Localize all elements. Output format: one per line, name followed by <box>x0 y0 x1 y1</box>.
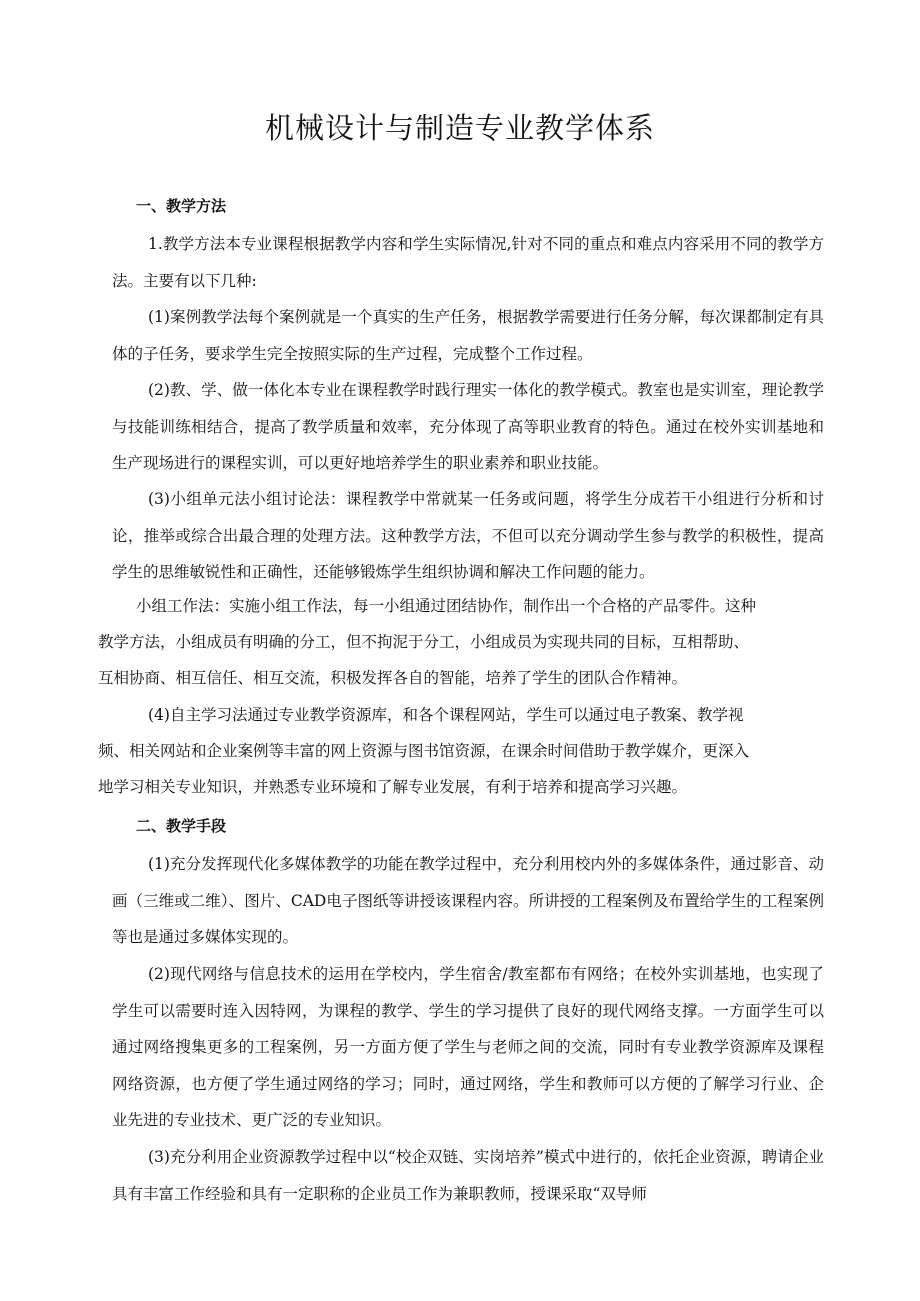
section-heading-teaching-means: 二、教学手段 <box>136 817 227 835</box>
paragraph-self-study-line-1: (4)自主学习法通过专业教学资源库，和各个课程网站，学生可以通过电子教案、教学视 <box>148 706 744 724</box>
paragraph-multimedia: (1)充分发挥现代化多媒体教学的功能在教学过程中，充分利用校内外的多媒体条件，通过影音、动画（三维或二维）、图片、CAD电子图纸等讲授该课程内容。所讲授的工程案例及布置给学生的工程案例等也是通过多媒体实现的。 <box>112 855 824 947</box>
paragraph-enterprise-resources: (3)充分利用企业资源教学过程中以“校企双链、实岗培养”模式中进行的，依托企业资源，聘请企业具有丰富工作经验和具有一定职称的企业员工作为兼职教师，授课采取“双导师 <box>112 1148 824 1203</box>
paragraph-intro: 1.教学方法本专业课程根据教学内容和学生实际情况,针对不同的重点和难点内容采用不同的教学方法。主要有以下几种: <box>112 235 824 290</box>
paragraph-network: (2)现代网络与信息技术的运用在学校内，学生宿舍/教室都布有网络；在校外实训基地，也实现了学生可以需要时连入因特网，为课程的教学、学生的学习提供了良好的现代网络支撑。一方面学生可以通过网络搜集更多的工程案例，另一方面方便了学生与老师之间的交流，同时有专业教学资源库及课程网络资源，也方便了学生通过网络的学习；同时，通过网络，学生和教师可以方便的了解学习行业、企业先进的专业技术、更广泛的专业知识。 <box>112 965 824 1130</box>
paragraph-group-work-line-3: 互相协商、相互信任、相互交流，积极发挥各自的智能，培养了学生的团队合作精神。 <box>98 669 688 687</box>
paragraph-group-work-line-2: 教学方法，小组成员有明确的分工，但不拘泥于分工，小组成员为实现共同的目标，互相帮助、 <box>98 633 750 651</box>
paragraph-integration-method: (2)教、学、做一体化本专业在课程教学时践行理实一体化的教学模式。教室也是实训室，理论教学与技能训练相结合，提高了教学质量和效率，充分体现了高等职业教育的特色。通过在校外实训基地和生产现场进行的课程实训，可以更好地培养学生的职业素养和职业技能。 <box>112 381 824 473</box>
paragraph-case-method: (1)案例教学法每个案例就是一个真实的生产任务，根据教学需要进行任务分解，每次课都制定有具体的子任务，要求学生完全按照实际的生产过程，完成整个工作过程。 <box>112 308 824 363</box>
paragraph-group-work-line-1: 小组工作法：实施小组工作法，每一小组通过团结协作，制作出一个合格的产品零件。这种 <box>136 597 757 615</box>
document-title: 机械设计与制造专业教学体系 <box>264 111 655 145</box>
section-heading-teaching-methods: 一、教学方法 <box>136 197 227 215</box>
paragraph-self-study-line-3: 地学习相关专业知识，并熟悉专业环境和了解专业发展，有利于培养和提高学习兴趣。 <box>98 778 688 796</box>
paragraph-group-discussion: (3)小组单元法小组讨论法：课程教学中常就某一任务或问题，将学生分成若干小组进行分析和讨论，推举或综合出最合理的处理方法。这种教学方法，不但可以充分调动学生参与教学的积极性，提高学生的思维敏锐性和正确性，还能够锻炼学生组织协调和解决工作问题的能力。 <box>112 490 824 582</box>
paragraph-self-study-line-2: 频、相关网站和企业案例等丰富的网上资源与图书馆资源，在课余时间借助于教学媒介，更深入 <box>98 742 750 760</box>
